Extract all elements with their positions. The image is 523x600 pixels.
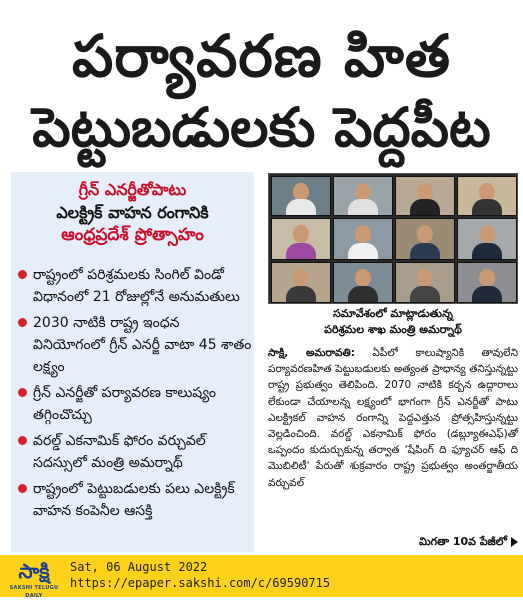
photo-caption-line-1: సమావేశంలో మాట్లాడుతున్న: [333, 307, 453, 320]
bullet-dot-icon: [18, 270, 27, 279]
headline-line-1: పర్యావరణ హిత: [72, 22, 451, 90]
photo-caption: [268, 306, 518, 338]
participant-tile: [271, 218, 331, 260]
logo-text: సాక్షి: [18, 559, 50, 583]
article-body: [268, 345, 518, 491]
participant-tile: [457, 262, 517, 303]
participant-tile: [395, 218, 455, 260]
list-item: [15, 382, 253, 426]
footer-bar: [0, 555, 523, 597]
photo-caption-line-2: పరిశ్రమల శాఖ మంత్రి అమర్నాథ్: [324, 323, 462, 336]
article-dateline: సాక్షి, అమరావతి:: [268, 347, 355, 359]
list-item: [15, 430, 253, 474]
participant-tile: [271, 262, 331, 303]
bullet-text: రాష్ట్రంలో పెట్టుబడులకు పలు ఎలక్ట్రిక్ వాహన కంపెనీల ఆసక్తి: [33, 481, 235, 519]
list-item: [15, 264, 253, 308]
participant-tile: [333, 218, 393, 260]
bullet-text: గ్రీన్ ఎనర్జీతో పర్యావరణ కాలుష్యం తగ్గించొచ్చు: [33, 385, 216, 423]
bullet-text: వరల్డ్ ఎకనామిక్ ఫోరం వర్చువల్ సదస్సులో మంత్రి అమర్నాథ్: [33, 433, 206, 471]
epaper-link[interactable]: https://epaper.sakshi.com/c/69590715: [70, 576, 331, 590]
edition-date: Sat, 06 August 2022: [70, 560, 208, 574]
logo-subtitle: SAKSHI TELUGU DAILY: [9, 585, 59, 599]
highlights-title: [11, 178, 254, 247]
list-item: [15, 478, 253, 522]
highlights-title-line-2: ఎలక్ట్రిక్ వాహన రంగానికి: [56, 203, 209, 222]
participant-tile: [333, 176, 393, 216]
headline-line-2: పెట్టుబడులకు పెద్దపీట: [32, 96, 491, 159]
highlights-box: [11, 172, 254, 552]
participant-tile: [457, 176, 517, 216]
participant-tile: [457, 218, 517, 260]
participant-tile: [395, 262, 455, 303]
continued-note[interactable]: [390, 535, 518, 551]
list-item: [15, 312, 253, 378]
video-conference-photo: [268, 173, 518, 304]
bullet-text: 2030 నాటికి రాష్ట్ర ఇంధన వినియోగంలో గ్రీన్ ఎనర్జీ వాటా 45 శాతం లక్ష్యం: [33, 315, 252, 375]
bullet-text: రాష్ట్రంలో పరిశ్రమలకు సింగిల్ విండో విధానంలో 21 రోజుల్లోనే అనుమతులు: [33, 267, 240, 305]
bullet-dot-icon: [18, 318, 27, 327]
bullet-dot-icon: [18, 484, 27, 493]
play-arrow-icon: [511, 537, 518, 547]
bullet-dot-icon: [18, 436, 27, 445]
highlights-title-line-3: ఆంధ్రప్రదేశ్ ప్రోత్సాహం: [61, 225, 204, 245]
highlights-title-line-1: గ్రీన్ ఎనర్జీతోపాటు: [78, 180, 187, 199]
participant-tile: [271, 176, 331, 216]
participant-tile: [395, 176, 455, 216]
sakshi-logo: [4, 558, 64, 599]
bullet-dot-icon: [18, 388, 27, 397]
article-text: ఏపీలో కాలుష్యానికి తావులేని పర్యావరణహిత పెట్టుబడులకు అత్యంత ప్రాధాన్య తనిస్తున్నట్టు రాష్ట్ర ప్రభుత్వం తెలిపింది. 2070 నాటికి కర్బన ఉద్గారాలు లేకుండా చేయాలన్న లక్ష్యంలో భాగంగా గ్రీన్ ఎనర్జీతో పాటు ఎలక్ట్రికల్ వాహన రంగాన్ని పెద్దఎత్తున ప్రోత్సహిస్తున్నట్టు వెల్లడించింది. వరల్డ్ ఎకనామిక్ ఫోరం (డబ్ల్యూఈఎఫ్)తో ఒప్పందం కుదుర్చుకున్న తర్వాత 'షేపింగ్ ది ఫ్యూచర్ ఆఫ్ ది మొబిలిటీ' పేరుతో శుక్రవారం రాష్ట్ర ప్రభుత్వం అంతర్జాతీయ వర్చువల్: [268, 347, 518, 489]
continued-text: మిగతా 10వ పేజీలో: [418, 535, 507, 548]
participant-tile: [333, 262, 393, 303]
highlights-list: [15, 264, 253, 526]
